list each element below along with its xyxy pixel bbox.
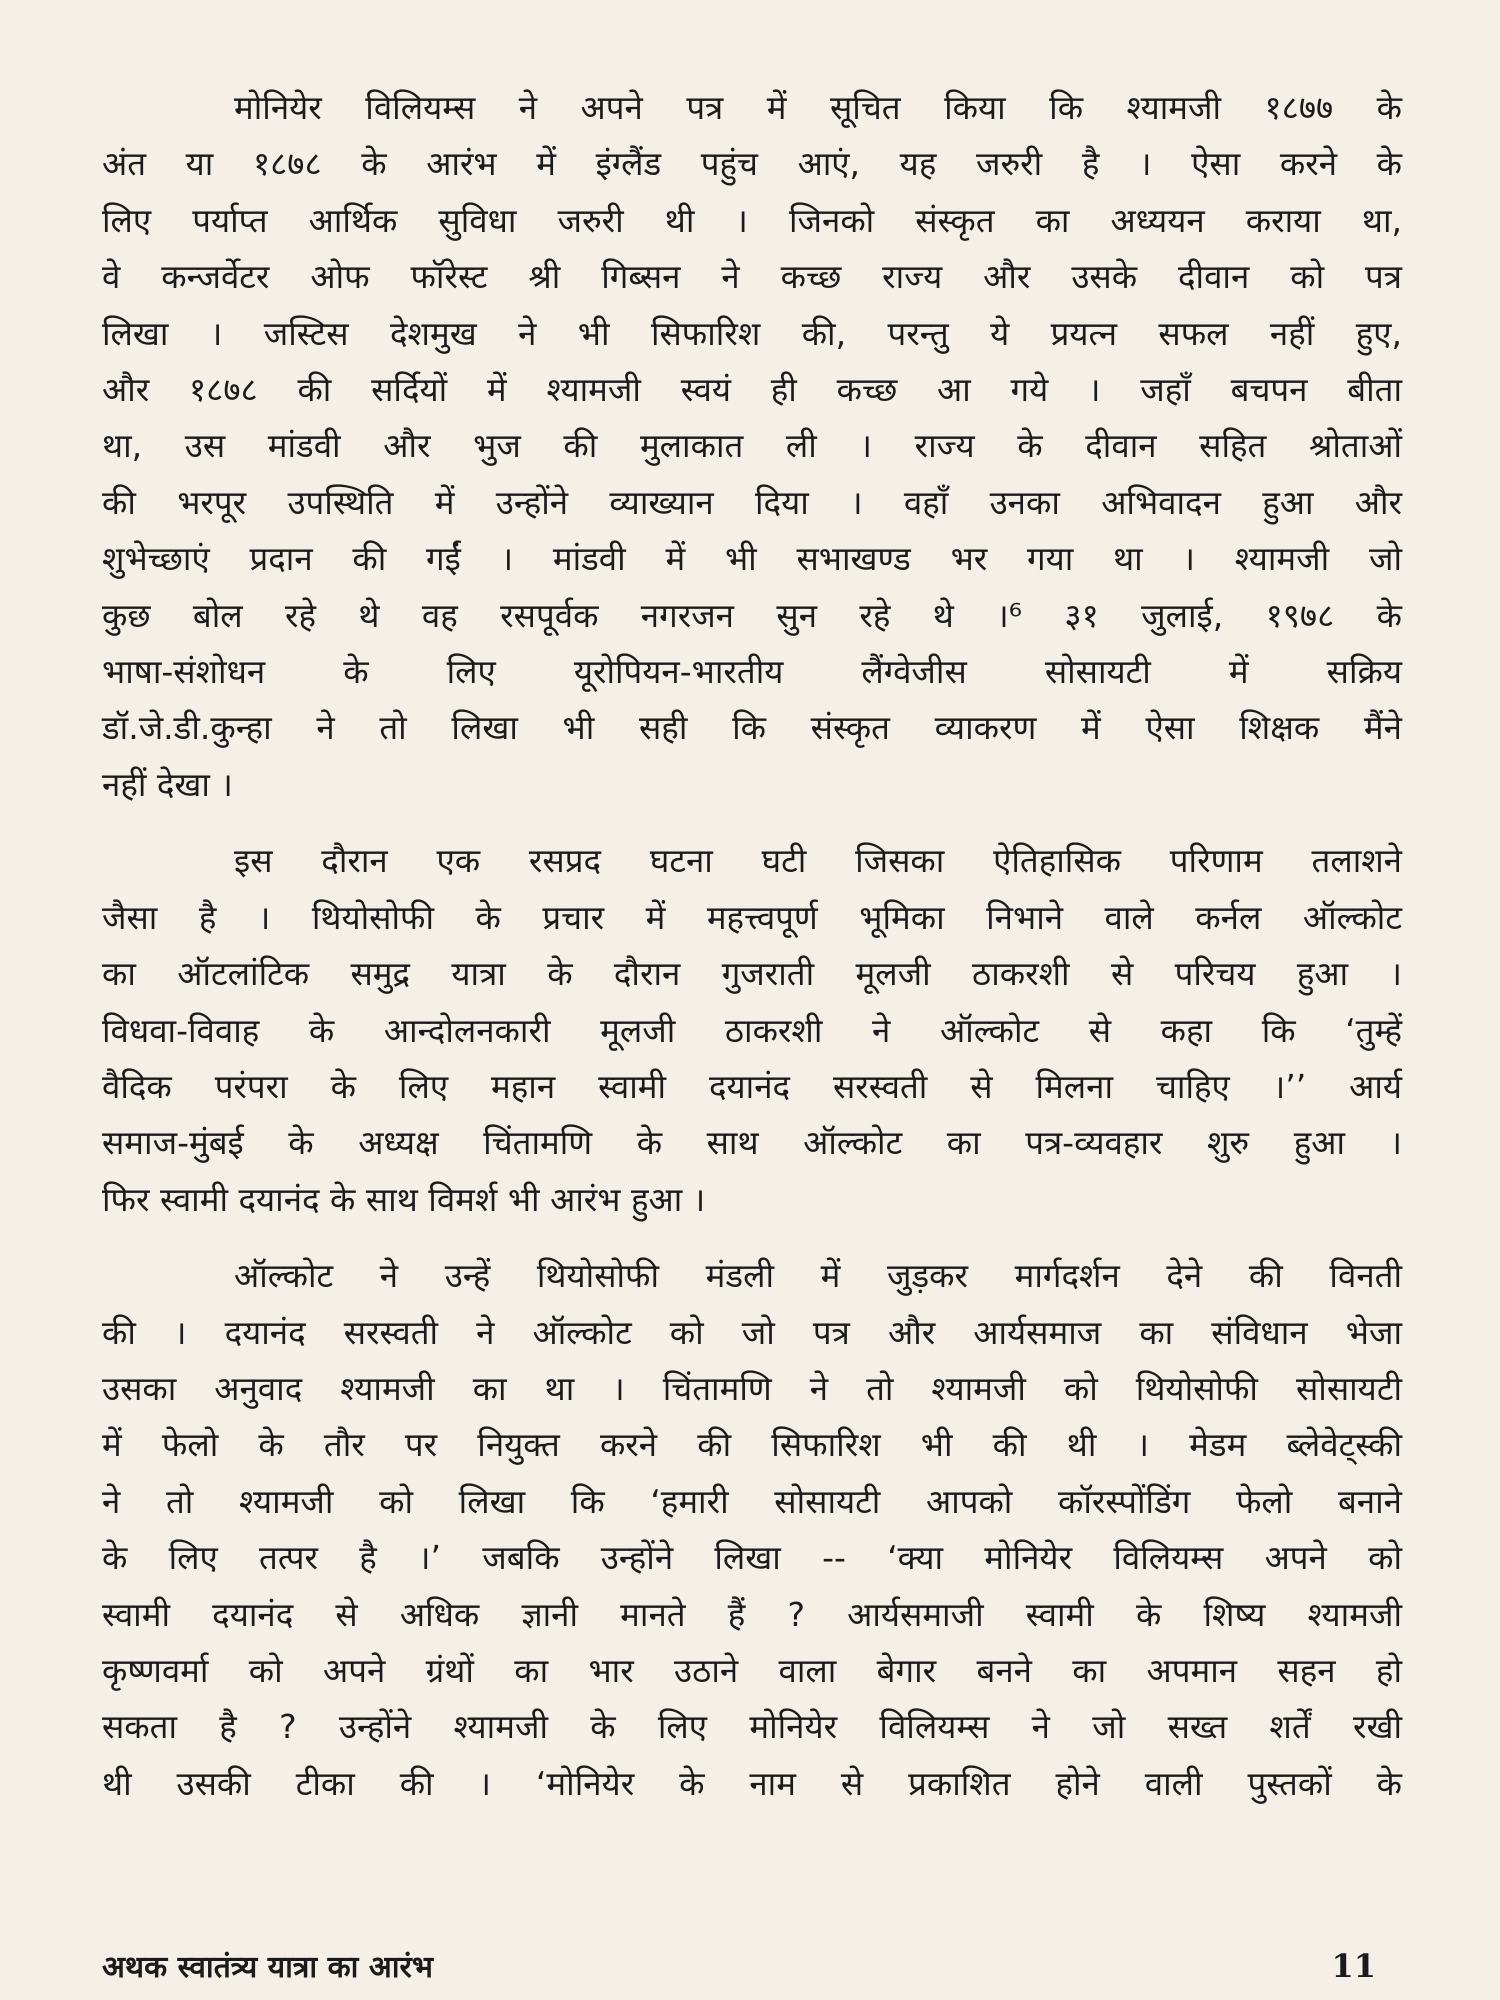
page-number: 11 [1331, 1947, 1376, 1985]
page-footer [102, 1948, 1402, 1986]
text-line: विधवा-विवाह के आन्दोलनकारी मूलजी ठाकरशी ने ऑल्कोट से कहा कि ‘तुम्हें [102, 1010, 1402, 1050]
paragraph-2 [102, 833, 1402, 1228]
text-line: ऑल्कोट ने उन्हें थियोसोफी मंडली में जुड़कर मार्गदर्शन देने की विनती [234, 1256, 1402, 1296]
text-line: स्वामी दयानंद से अधिक ज्ञानी मानते हैं ? आर्यसमाजी स्वामी के शिष्य श्यामजी [102, 1594, 1402, 1634]
text-line: नहीं देखा । [102, 764, 233, 804]
text-line: डॉ.जे.डी.कुन्हा ने तो लिखा भी सही कि संस्कृत व्याकरण में ऐसा शिक्षक मैंने [102, 708, 1402, 748]
text-line: की । दयानंद सरस्वती ने ऑल्कोट को जो पत्र और आर्यसमाज का संविधान भेजा [102, 1312, 1402, 1352]
text-line: के लिए तत्पर है ।’ जबकि उन्होंने लिखा -- ‘क्या मोनियेर विलियम्स अपने को [102, 1538, 1402, 1578]
text-line: फिर स्वामी दयानंद के साथ विमर्श भी आरंभ हुआ । [102, 1179, 706, 1219]
text-line: सकता है ? उन्होंने श्यामजी के लिए मोनियेर विलियम्स ने जो सख्त शर्तें रखी [102, 1707, 1402, 1747]
text-line: इस दौरान एक रसप्रद घटना घटी जिसका ऐतिहासिक परिणाम तलाशने [234, 841, 1402, 881]
paragraph-3 [102, 1248, 1402, 1812]
text-line: समाज-मुंबई के अध्यक्ष चिंतामणि के साथ ऑल्कोट का पत्र-व्यवहार शुरु हुआ । [102, 1123, 1402, 1163]
text-line: उसका अनुवाद श्यामजी का था । चिंतामणि ने तो श्यामजी को थियोसोफी सोसायटी [102, 1368, 1402, 1408]
text-line: जैसा है । थियोसोफी के प्रचार में महत्त्वपूर्ण भूमिका निभाने वाले कर्नल ऑल्कोट [102, 897, 1402, 937]
text-line: कुछ बोल रहे थे वह रसपूर्वक नगरजन सुन रहे थे ।⁶ ३१ जुलाई, १९७८ के [102, 595, 1402, 635]
text-line: वे कन्जर्वेटर ओफ फॉरेस्ट श्री गिब्सन ने कच्छ राज्य और उसके दीवान को पत्र [102, 257, 1402, 297]
text-line: था, उस मांडवी और भुज की मुलाकात ली । राज्य के दीवान सहित श्रोताओं [102, 426, 1402, 466]
text-line: थी उसकी टीका की । ‘मोनियेर के नाम से प्रकाशित होने वाली पुस्तकों के [102, 1763, 1402, 1803]
text-line: मोनियेर विलियम्स ने अपने पत्र में सूचित किया कि श्यामजी १८७७ के [234, 88, 1402, 127]
text-line: में फेलो के तौर पर नियुक्त करने की सिफारिश भी की थी । मेडम ब्लेवेट्स्की [102, 1425, 1402, 1465]
text-line: की भरपूर उपस्थिति में उन्होंने व्याख्यान दिया । वहाँ उनका अभिवादन हुआ और [102, 482, 1402, 522]
text-line: और १८७८ की सर्दियों में श्यामजी स्वयं ही कच्छ आ गये । जहाँ बचपन बीता [102, 370, 1402, 410]
page-body [102, 80, 1402, 1812]
text-line: लिए पर्याप्त आर्थिक सुविधा जरुरी थी । जिनको संस्कृत का अध्ययन कराया था, [102, 200, 1402, 240]
text-line: भाषा-संशोधन के लिए यूरोपियन-भारतीय लैंग्वेजीस सोसायटी में सक्रिय [102, 652, 1402, 692]
text-line: का ऑटलांटिक समुद्र यात्रा के दौरान गुजराती मूलजी ठाकरशी से परिचय हुआ । [102, 954, 1402, 994]
text-line: वैदिक परंपरा के लिए महान स्वामी दयानंद सरस्वती से मिलना चाहिए ।’’ आर्य [102, 1066, 1402, 1106]
text-line: ने तो श्यामजी को लिखा कि ‘हमारी सोसायटी आपको कॉरस्पोंडिंग फेलो बनाने [102, 1481, 1402, 1521]
text-line: लिखा । जस्टिस देशमुख ने भी सिफारिश की, परन्तु ये प्रयत्न सफल नहीं हुए, [102, 313, 1402, 353]
text-line: शुभेच्छाएं प्रदान की गईं । मांडवी में भी सभाखण्ड भर गया था । श्यामजी जो [102, 539, 1402, 579]
paragraph-1 [102, 80, 1402, 813]
text-line: अंत या १८७८ के आरंभ में इंग्लैंड पहुंच आएं, यह जरुरी है । ऐसा करने के [102, 144, 1402, 184]
running-footer-title: अथक स्वातंत्र्य यात्रा का आरंभ [102, 1950, 433, 1985]
text-line: कृष्णवर्मा को अपने ग्रंथों का भार उठाने वाला बेगार बनने का अपमान सहन हो [102, 1650, 1402, 1690]
